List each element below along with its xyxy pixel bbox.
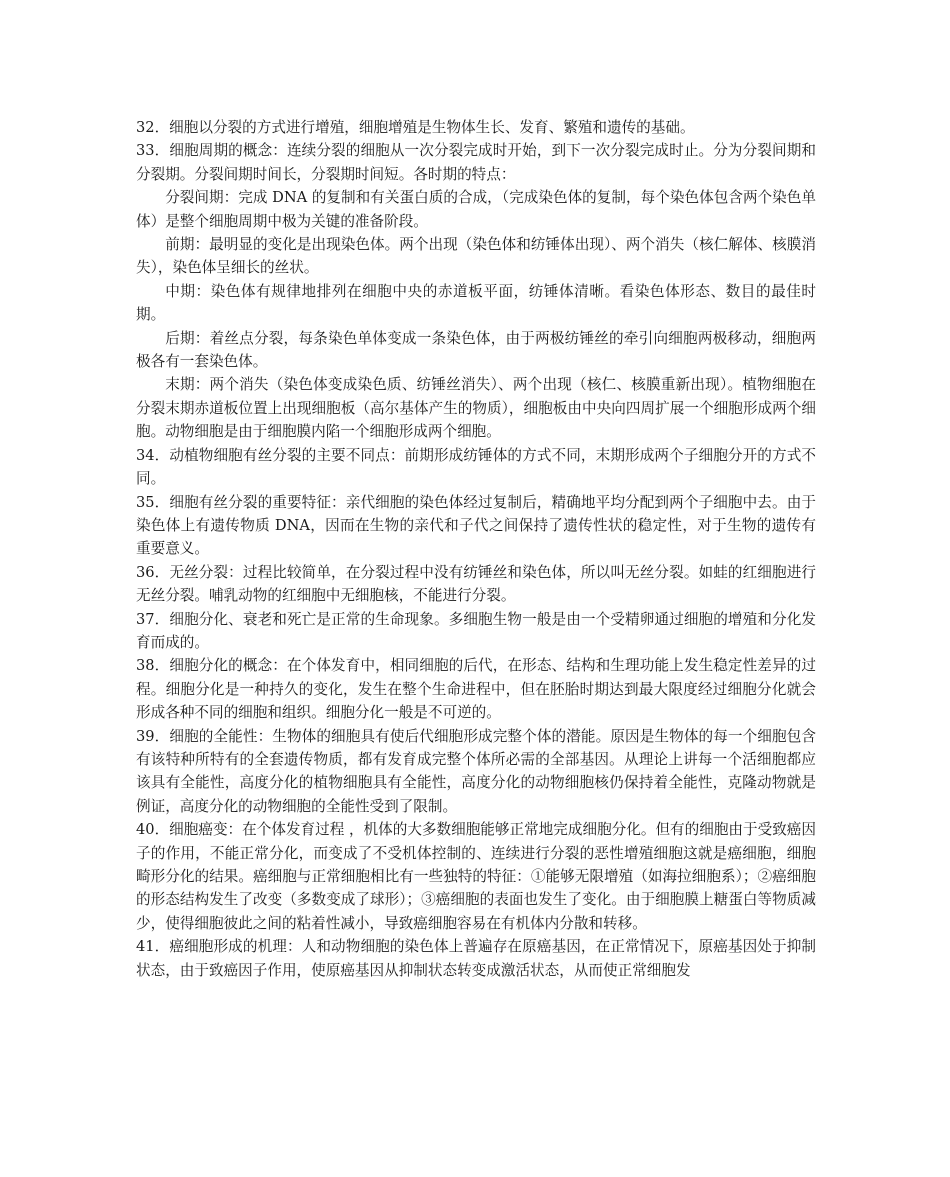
paragraph-32: 32．细胞以分裂的方式进行增殖，细胞增殖是生物体生长、发育、繁殖和遗传的基础。 <box>136 119 695 136</box>
document-page <box>136 116 816 982</box>
paragraph-37: 37．细胞分化、衰老和死亡是正常的生命现象。多细胞生物一般是由一个受精卵通过细胞的增殖和分化发育而成的。 <box>136 610 816 651</box>
paragraph-telophase: 末期：两个消失（染色体变成染色质、纺锤丝消失）、两个出现（核仁、核膜重新出现）。植物细胞在分裂末期赤道板位置上出现细胞板（高尔基体产生的物质），细胞板由中央向四周扩展一个细胞形成两个细胞。动物细胞是由于细胞膜内陷一个细胞形成两个细胞。 <box>136 376 816 441</box>
paragraph-38: 38．细胞分化的概念：在个体发育中，相同细胞的后代，在形态、结构和生理功能上发生稳定性差异的过程。细胞分化是一种持久的变化，发生在整个生命进程中，但在胚胎时期达到最大限度经过细胞分化就会形成各种不同的细胞和组织。细胞分化一般是不可逆的。 <box>136 657 816 722</box>
paragraph-interphase: 分裂间期：完成 DNA 的复制和有关蛋白质的合成，（完成染色体的复制，每个染色体包含两个染色单体）是整个细胞周期中极为关键的准备阶段。 <box>136 189 816 230</box>
paragraph-40: 40．细胞癌变：在个体发育过程 ，机体的大多数细胞能够正常地完成细胞分化。但有的细胞由于受致癌因子的作用，不能正常分化，而变成了不受机体控制的、连续进行分裂的恶性增殖细胞这就是癌细胞，细胞畸形分化的结果。癌细胞与正常细胞相比有一些独特的特征：①能够无限增殖（如海拉细胞系）；②癌细胞的形态结构发生了改变（多数变成了球形）；③癌细胞的表面也发生了变化。由于细胞膜上糖蛋白等物质减少，使得细胞彼此之间的粘着性减小，导致癌细胞容易在有机体内分散和转移。 <box>136 821 816 932</box>
paragraph-34: 34．动植物细胞有丝分裂的主要不同点：前期形成纺锤体的方式不同，末期形成两个子细胞分开的方式不同。 <box>136 446 816 488</box>
paragraph-41: 41．癌细胞形成的机理：人和动物细胞的染色体上普遍存在原癌基因，在正常情况下，原癌基因处于抑制状态，由于致癌因子作用，使原癌基因从抑制状态转变成激活状态，从而使正常细胞发 <box>136 938 816 979</box>
paragraph-36: 36．无丝分裂：过程比较简单，在分裂过程中没有纺锤丝和染色体，所以叫无丝分裂。如蛙的红细胞进行无丝分裂。哺乳动物的红细胞中无细胞核，不能进行分裂。 <box>136 563 816 605</box>
paragraph-39: 39．细胞的全能性：生物体的细胞具有使后代细胞形成完整个体的潜能。原因是生物体的每一个细胞包含有该特种所特有的全套遗传物质，都有发育成完整个体所必需的全部基因。从理论上讲每一个活细胞都应该具有全能性，高度分化的植物细胞具有全能性，高度分化的动物细胞核仍保持着全能性，克隆动物就是例证，高度分化的动物细胞的全能性受到了限制。 <box>136 727 816 815</box>
paragraph-anaphase: 后期：着丝点分裂，每条染色单体变成一条染色体，由于两极纺锤丝的牵引向细胞两极移动，细胞两极各有一套染色体。 <box>136 329 816 371</box>
paragraph-33: 33．细胞周期的概念：连续分裂的细胞从一次分裂完成时开始，到下一次分裂完成时止。分为分裂间期和分裂期。分裂间期时间长，分裂期时间短。各时期的特点： <box>136 142 816 183</box>
paragraph-35: 35．细胞有丝分裂的重要特征：亲代细胞的染色体经过复制后，精确地平均分配到两个子细胞中去。由于染色体上有遗传物质 DNA，因而在生物的亲代和子代之间保持了遗传性状的稳定性，对于生物的遗传有重要意义。 <box>136 493 816 558</box>
paragraph-prophase: 前期：最明显的变化是出现染色体。两个出现（染色体和纺锤体出现）、两个消失（核仁解体、核膜消失），染色体呈细长的丝状。 <box>136 236 816 277</box>
paragraph-metaphase: 中期：染色体有规律地排列在细胞中央的赤道板平面，纺锤体清晰。看染色体形态、数目的最佳时期。 <box>136 282 816 324</box>
